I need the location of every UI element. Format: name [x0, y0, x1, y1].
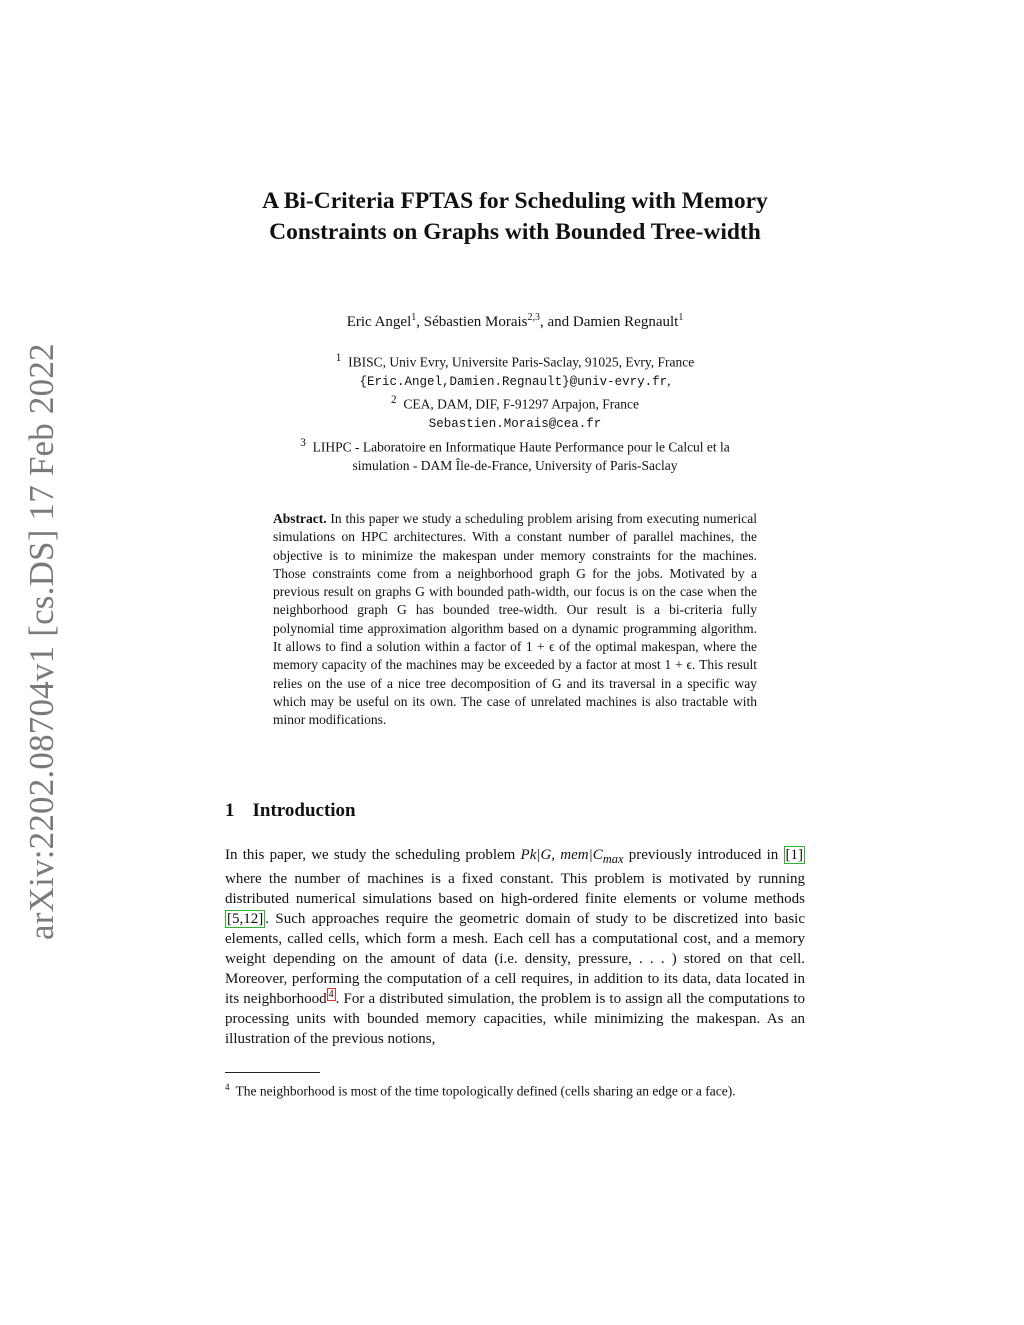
email-punctuation: ,: [667, 372, 671, 388]
affiliations: [225, 349, 805, 475]
text-run: previously introduced in: [623, 847, 784, 863]
affiliation-mark: 1: [335, 352, 342, 364]
text-run: In this paper, we study the scheduling problem: [225, 847, 521, 863]
affiliation-text: CEA, DAM, DIF, F-91297 Arpajon, France: [403, 396, 639, 412]
affiliation-text: IBISC, Univ Evry, Universite Paris-Saclay, 91025, Evry, France: [348, 354, 695, 370]
affiliation-2-email: [225, 414, 805, 433]
affiliation-1-email: [225, 372, 805, 391]
author-affiliation-mark: 1: [411, 312, 417, 323]
affiliation-text: LIHPC - Laboratoire en Informatique Haute Performance pour le Calcul et la: [312, 439, 730, 455]
email: Sebastien.Morais@cea.fr: [428, 417, 602, 432]
affiliation-2: [225, 391, 805, 414]
abstract: [273, 510, 757, 730]
author-name: Sébastien Morais: [423, 314, 528, 330]
math-subscript: max: [602, 852, 624, 866]
abstract-label: Abstract.: [273, 511, 327, 526]
footnote-link[interactable]: 4: [328, 989, 334, 1000]
paper-title: A Bi-Criteria FPTAS for Scheduling with Memory Constraints on Graphs with Bounded Tree-width: [262, 188, 768, 245]
affiliation-mark: 3: [300, 436, 306, 449]
author-name: Damien Regnault: [572, 314, 679, 330]
arxiv-stamp: arXiv:2202.08704v1 [cs.DS] 17 Feb 2022: [22, 343, 61, 940]
affiliation-3-cont: [225, 457, 805, 475]
author-affiliation-mark: 1: [678, 312, 684, 323]
author-separator: , and: [540, 314, 573, 330]
author-affiliation-mark: 2,3: [527, 312, 540, 323]
footnote-text: The neighborhood is most of the time topologically defined (cells sharing an edge or a face).: [235, 1083, 736, 1099]
author-list: [225, 312, 805, 331]
abstract-text: In this paper we study a scheduling problem arising from executing numerical simulations on HPC architectures. With a constant number of parallel machines, the objective is to minimize the makespan under memory constraints for the machines. Those constraints come from a neighborhood graph G for the jobs. Motivated by a previous result on graphs G with bounded path-width, our focus is on the case when the neighborhood graph G has bounded tree-width. Our result is a bi-criteria fully polynomial time approximation algorithm based on a dynamic programming algorithm. It allows to find a solution within a factor of 1 + ϵ of the optimal makespan, where the memory capacity of the machines may be exceeded by a factor at most 1 + ϵ. This result relies on the use of a nice tree decomposition of G and its traversal in a specific way which may be useful on its own. The case of unrelated machines is also tractable with minor modifications.: [273, 511, 757, 728]
affiliation-1: [225, 349, 805, 372]
affiliation-text: simulation - DAM Île-de-France, University of Paris-Saclay: [352, 457, 678, 473]
math-expression: Pk|G, mem|C: [520, 847, 603, 863]
intro-paragraph: [225, 845, 805, 1049]
footnote-rule: [225, 1072, 320, 1073]
section-heading: [225, 800, 356, 822]
section-number: 1: [225, 800, 235, 821]
text-run: . Such approaches require the geometric domain of study to be discretized into basic elements, called cells, which form a mesh. Each cell has a computational cost, and a memory weight depending on the amount of data (i.e. density, pressure, . . . ) stored on that cell. Moreover, performing the computation of a cell requires, in addition to its data, data located in its neighborhood: [225, 911, 805, 1007]
email: {Eric.Angel,Damien.Regnault}@univ-evry.fr: [359, 374, 668, 389]
text-run: where the number of machines is a fixed constant. This problem is motivated by running distributed numerical simulations based on high-ordered finite elements or volume methods: [225, 871, 805, 907]
affiliation-mark: 2: [391, 394, 397, 407]
text-run: . For a distributed simulation, the problem is to assign all the computations to processing units with bounded memory capacities, while minimizing the makespan. As an illustration of the previous notions,: [225, 991, 806, 1047]
footnote-mark: 4: [225, 1082, 230, 1092]
footnote: [225, 1078, 805, 1101]
affiliation-3: [225, 434, 805, 457]
author-separator: ,: [416, 314, 424, 330]
citation-link[interactable]: [1]: [785, 847, 803, 863]
citation-link[interactable]: [5,12]: [227, 911, 264, 927]
author-name: Eric Angel: [346, 314, 412, 330]
section-title: Introduction: [252, 800, 356, 821]
